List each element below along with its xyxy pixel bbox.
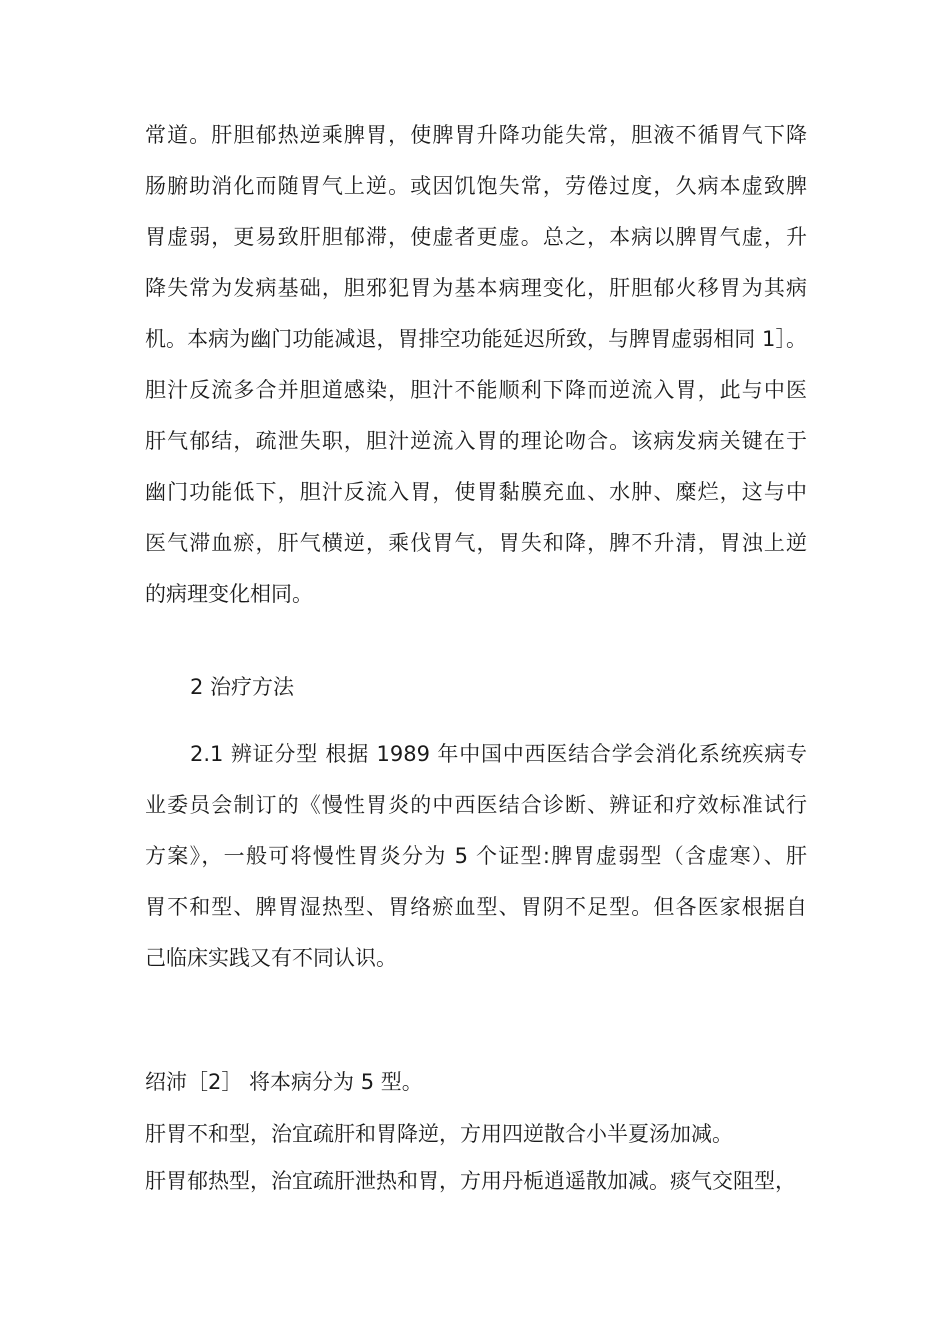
text-line: 肝气郁结，疏泄失职，胆汁逆流入胃的理论吻合。该病发病关键在于 xyxy=(145,429,807,453)
text-line-gan-wei-yure: 肝胃郁热型，治宜疏肝泄热和胃，方用丹栀逍遥散加减。痰气交阻型， xyxy=(145,1169,796,1193)
text-line: 己临床实践又有不同认识。 xyxy=(145,946,397,970)
text-line: 医气滞血瘀，肝气横逆，乘伐胃气，胃失和降，脾不升清，胃浊上逆 xyxy=(145,531,807,555)
text-line-gan-wei-buhe: 肝胃不和型，治宜疏肝和胃降逆，方用四逆散合小半夏汤加减。 xyxy=(145,1122,733,1146)
text-line: 胆汁反流多合并胆道感染，胆汁不能顺利下降而逆流入胃，此与中医 xyxy=(145,378,807,402)
paragraph-pathogenesis xyxy=(145,110,807,620)
paragraph-syndrome-types xyxy=(145,729,807,984)
text-line-shaopei: 绍沛［2］ 将本病分为 5 型。 xyxy=(145,1070,423,1094)
text-line: 胃不和型、脾胃湿热型、胃络瘀血型、胃阴不足型。但各医家根据自 xyxy=(145,895,807,919)
text-line: 降失常为发病基础，胆邪犯胃为基本病理变化，肝胆郁火移胃为其病 xyxy=(145,276,807,300)
text-line: 业委员会制订的《慢性胃炎的中西医结合诊断、辨证和疗效标准试行 xyxy=(145,793,807,817)
text-line: 2.1 辨证分型 根据 1989 年中国中西医结合学会消化系统疾病专 xyxy=(190,742,807,766)
text-line: 的病理变化相同。 xyxy=(145,582,313,606)
text-line: 肠腑助消化而随胃气上逆。或因饥饱失常，劳倦过度，久病本虚致脾 xyxy=(145,174,807,198)
text-line: 胃虚弱，更易致肝胆郁滞，使虚者更虚。总之，本病以脾胃气虚，升 xyxy=(145,225,807,249)
text-line: 幽门功能低下，胆汁反流入胃，使胃黏膜充血、水肿、糜烂，这与中 xyxy=(145,480,807,504)
section-heading: 2 治疗方法 xyxy=(190,675,295,699)
text-line: 方案》，一般可将慢性胃炎分为 5 个证型:脾胃虚弱型（含虚寒）、肝 xyxy=(145,844,807,868)
text-line: 机。本病为幽门功能减退，胃排空功能延迟所致，与脾胃虚弱相同 1］。 xyxy=(145,327,807,351)
text-line: 常道。肝胆郁热逆乘脾胃，使脾胃升降功能失常，胆液不循胃气下降 xyxy=(145,123,807,147)
